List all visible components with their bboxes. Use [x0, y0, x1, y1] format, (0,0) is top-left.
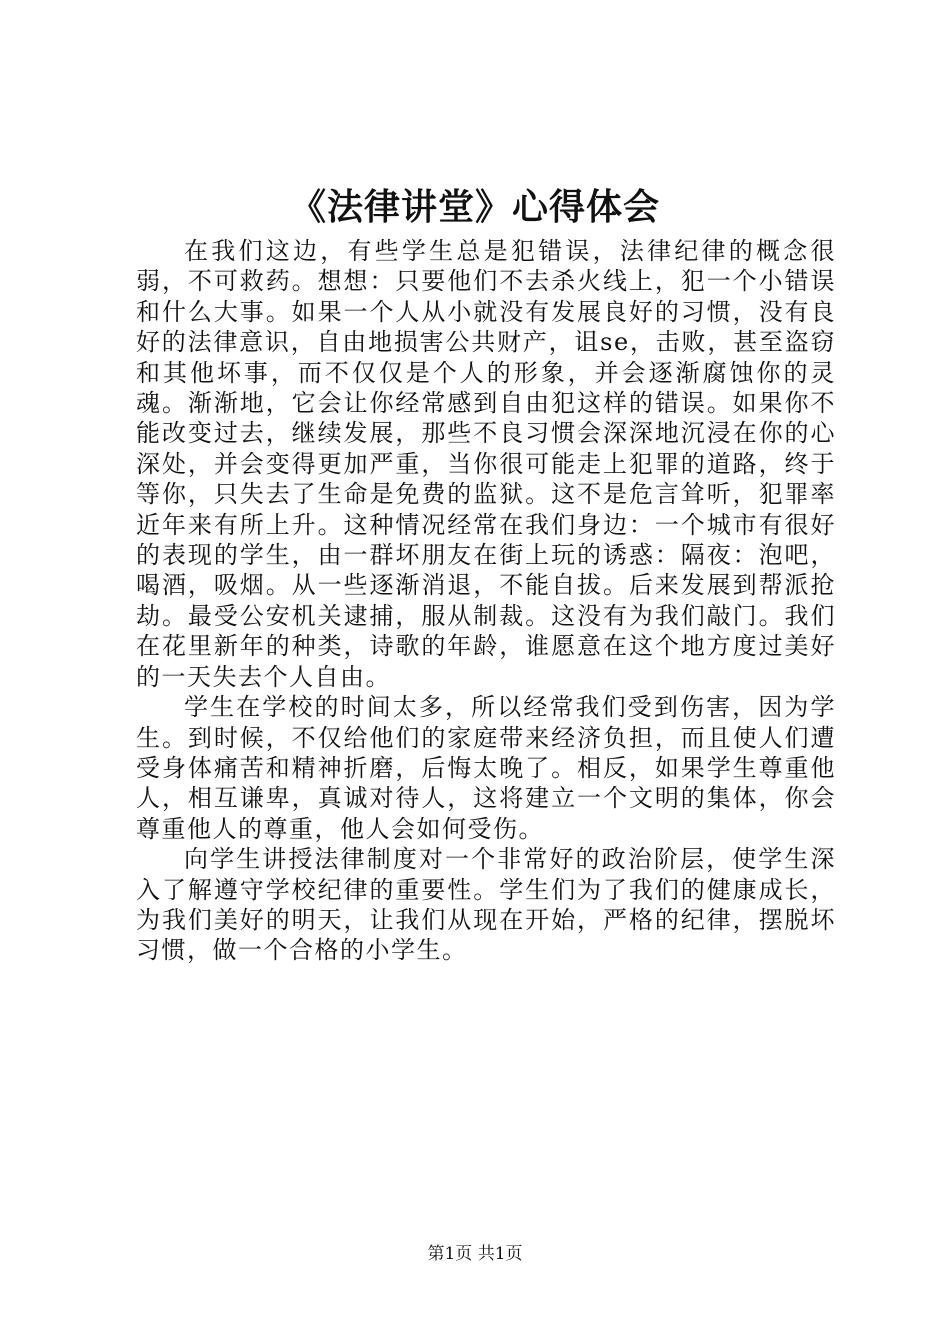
document-title: 《法律讲堂》心得体会 — [289, 187, 660, 228]
body-paragraph-1: 在我们这边，有些学生总是犯错误，法律纪律的概念很弱，不可救药。想想：只要他们不去杀火线上，犯一个小错误和什么大事。如果一个人从小就没有发展良好的习惯，没有良好的法律意识，自由地损害公共财产，诅se，击败，甚至盗窃和其他坏事，而不仅仅是个人的形象，并会逐渐腐蚀你的灵魂。渐渐地，它会让你经常感到自由犯这样的错误。如果你不能改变过去，继续发展，那些不良习惯会深深地沉浸在你的心深处，并会变得更加严重，当你很可能走上犯罪的道路，终于等你，只失去了生命是免费的监狱。这不是危言耸听，犯罪率近年来有所上升。这种情况经常在我们身边：一个城市有很好的表现的学生，由一群坏朋友在街上玩的诱惑：隔夜：泡吧，喝酒，吸烟。从一些逐渐消退，不能自拔。后来发展到帮派抢劫。最受公安机关逮捕，服从制裁。这没有为我们敲门。我们在花里新年的种类，诗歌的年龄，谁愿意在这个地方度过美好的一天失去个人自由。 — [136, 237, 836, 691]
body-paragraph-3: 向学生讲授法律制度对一个非常好的政治阶层，使学生深入了解遵守学校纪律的重要性。学生们为了我们的健康成长，为我们美好的明天，让我们从现在开始，严格的纪律，摆脱坏习惯，做一个合格的小学生。 — [136, 845, 836, 965]
page-footer: 第1页 共1页 — [427, 1244, 523, 1264]
document-body — [136, 236, 836, 966]
body-paragraph-2: 学生在学校的时间太多，所以经常我们受到伤害，因为学生。到时候，不仅给他们的家庭带来经济负担，而且使人们遭受身体痛苦和精神折磨，后悔太晚了。相反，如果学生尊重他人，相互谦卑，真诚对待人，这将建立一个文明的集体，你会尊重他人的尊重，他人会如何受伤。 — [136, 693, 836, 843]
